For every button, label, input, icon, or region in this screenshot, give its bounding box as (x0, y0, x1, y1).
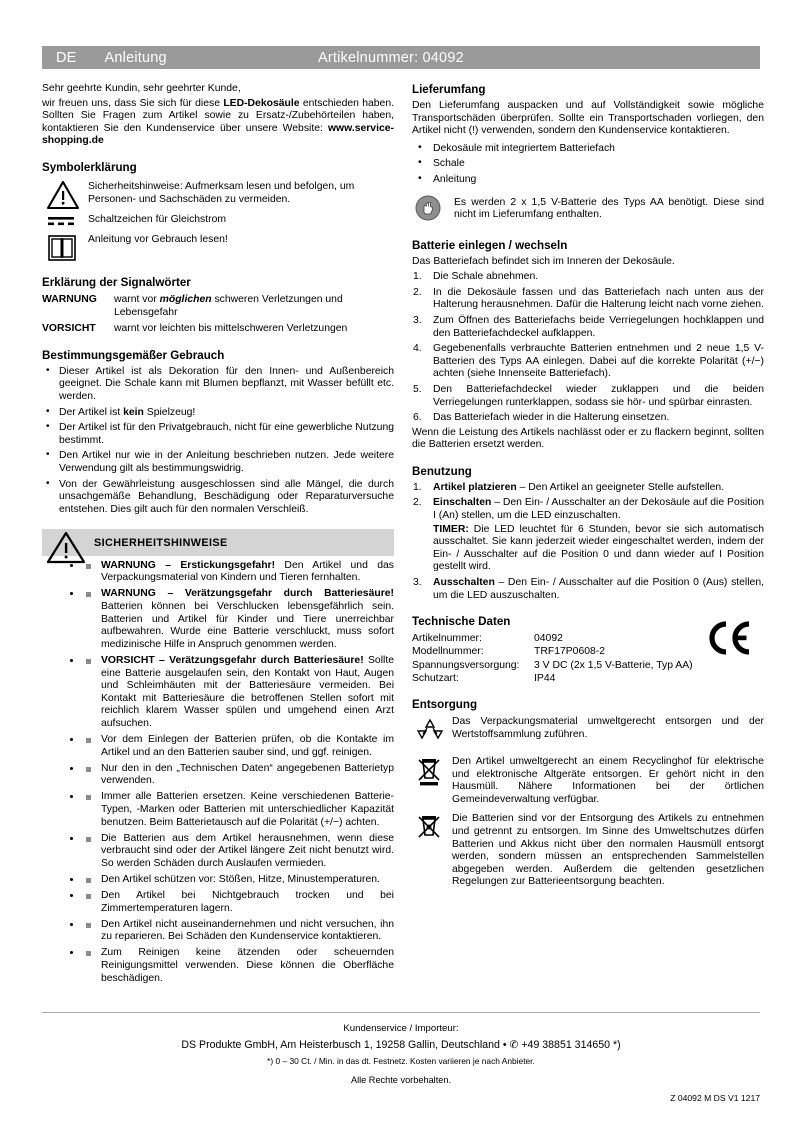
signal-word-row-vorsicht (42, 323, 394, 336)
intro-salutation: Sehr geehrte Kundin, sehr geehrter Kunde, (42, 83, 241, 94)
two-column-body (42, 83, 764, 1001)
symbol-text-dc: Schaltzeichen für Gleichstrom (88, 213, 227, 225)
technical-data-block (412, 615, 764, 685)
footer-document-code: Z 04092 M DS V1 1217 (670, 1093, 760, 1103)
usage-step-text: – Den Ein- / Ausschalter auf die Position 0 (Aus) stellen, um die LED auszuschalten. (433, 577, 764, 601)
table-row (412, 672, 764, 685)
phone-icon: ✆ (509, 1039, 519, 1051)
intro-text-b: entschieden haben. Sollten Sie Fragen zum Artikel sowie zu Ersatz-/Zubehörteilen haben, kontaktieren Sie den Kundenservice über unsere Website: (42, 97, 394, 134)
list-item: • Den Artikel nur wie in der Anleitung beschrieben nutzen. Jede weitere Verwendung gilt als bestimmungswidrig. (42, 450, 394, 475)
safety-item-text: Sollte eine Batterie ausgelaufen sein, den Kontakt von Haut, Augen und Schleimhäuten mit der Batteriesäure vermeiden. Bei Kontakt mit Batteriesäure die betroffenen Stellen sofort mit reichlich klarem Wasser spülen und umgehend einen Arzt aufsuchen. (101, 654, 394, 729)
usage-timer-label: TIMER: (433, 523, 469, 535)
list-item: • Dieser Artikel ist als Dekoration für den Innen- und Außenbereich geeignet. Die Schale kann mit Blumen bepflanzt, mit Wasser befüllt etc. werden. (42, 366, 394, 404)
signal-word-label-vorsicht: VORSICHT (42, 323, 96, 335)
sig-def-em: möglichen (159, 293, 212, 305)
tech-key: Spannungsversorgung: (412, 659, 520, 671)
battery-outro: Wenn die Leistung des Artikels nachlässt oder er zu flackern beginnt, sollten die Batterien ersetzt werden. (412, 426, 764, 451)
safety-item-bold: WARNUNG – Erstickungsgefahr! (101, 559, 276, 571)
list-item: • Immer alle Batterien ersetzen. Keine verschiedenen Batterie-Typen, -Marken oder Batterien mit unterschiedlicher Kapazität benutzen. Beim Batterietausch auf die Polarität (+/−) achten. (82, 791, 394, 829)
usage-step-text: – Den Ein- / Ausschalter an der Dekosäule auf die Position I (An) stellen, um die LED einzuschalten. (433, 497, 764, 522)
disposal-text-battery: Die Batterien sind vor der Entsorgung des Artikels zu entnehmen und getrennt zu entsorgen. Im Sinne des Umweltschutzes dürfen Batterien und Akkus nicht über den normalen Hausmüll entsorgt werden, sondern müssen an entsprechenden Sammelstellen abgegeben werden. Außerdem die geltenden gesetzlichen Regelungen zur Batterieentsorgung beachten. (452, 813, 764, 888)
disposal-text-weee: Den Artikel umweltgerecht an einem Recyclinghof für elektrische und elektronische Altgeräte entsorgen. Er gehört nicht in den Hausmüll. Nähere Informationen bei der örtlichen Gemeindeverwaltung verfügbar. (452, 756, 764, 805)
list-item (82, 588, 394, 651)
footer-phone-number: +49 38851 314650 *) (521, 1039, 621, 1051)
scope-heading: Lieferumfang (412, 83, 486, 96)
usage-steps-list (412, 482, 764, 602)
disposal-text-packaging: Das Verpackungsmaterial umweltgerecht entsorgen und der Wertstoffsammlung zuführen. (452, 716, 764, 740)
ce-mark-icon (706, 621, 752, 660)
symbol-row-warning (42, 180, 394, 210)
usage-step-bold: Ausschalten (433, 577, 495, 589)
battery-note-row (412, 195, 764, 226)
safety-notice-list (42, 560, 394, 985)
symbol-text-manual: Anleitung vor Gebrauch lesen! (88, 233, 228, 245)
safety-notice-banner (42, 529, 394, 556)
footer-service-label: Kundenservice / Importeur: (343, 1023, 459, 1034)
battery-heading: Batterie einlegen / wechseln (412, 238, 568, 252)
list-item: Gegebenenfalls verbrauchte Batterien entnehmen und 2 neue 1,5 V-Batterien des Typs AA einlegen. Dabei auf die korrekte Polarität (+/−) achten (siehe Innenseite Batteriefach). (433, 343, 764, 380)
list-item: Die Schale abnehmen. (433, 271, 539, 283)
footer-divider (42, 1012, 760, 1013)
safety-item-text: Batterien können bei Verschlucken lebensgefährlich sein. Batterien und Artikel für Kinder und Tiere unerreichbar aufbewahren. Wurde eine Batterie verschluckt, muss sofort medizinische Hilfe in Anspruch genommen werden. (101, 601, 394, 650)
recycling-loop-icon (412, 716, 452, 749)
usage-heading: Benutzung (412, 464, 472, 478)
usage-timer-text: Die LED leuchtet für 6 Stunden, bevor sie sich automatisch ausschaltet. Sie kann jederzeit wieder eingeschaltet werden, indem der Ein- / Ausschalter auf die Position 0 und dann wieder auf I Position gestellt wird. (433, 523, 764, 573)
battery-steps-list (412, 271, 764, 425)
list-item: • Schale (412, 158, 764, 171)
footer-rights-note: Alle Rechte vorbehalten. (350, 1075, 452, 1085)
safety-item-bold: VORSICHT – Verätzungsgefahr durch Batteriesäure! (101, 654, 364, 666)
footer-tariff-note: *) 0 – 30 Ct. / Min. in das dt. Festnetz. Kosten variieren je nach Anbieter. (267, 1056, 535, 1066)
list-item: • Vor dem Einlegen der Batterien prüfen, ob die Kontakte im Artikel und an den Batterien sauber sind, und ggf. reinigen. (82, 734, 394, 759)
footer-company-line (42, 1038, 760, 1053)
symbols-heading: Symbolerklärung (42, 160, 137, 174)
symbol-text-warning: Sicherheitshinweise: Aufmerksam lesen und befolgen, um Personen- und Sachschäden zu vermeiden. (88, 180, 355, 205)
list-item: • Den Artikel bei Nichtgebrauch trocken und bei Zimmertemperaturen lagern. (82, 890, 394, 915)
list-item: Das Batteriefach wieder in die Halterung einsetzen. (433, 412, 670, 424)
sig-def-a: warnt vor (114, 293, 160, 305)
signal-word-label-warnung: WARNUNG (42, 293, 97, 305)
intended-use-list (42, 366, 394, 517)
pointing-hand-icon (412, 195, 454, 226)
intended-use-heading: Bestimmungsgemäßer Gebrauch (42, 348, 225, 362)
page-footer (42, 1012, 760, 1103)
disposal-row-weee (412, 756, 764, 806)
list-item (82, 560, 394, 585)
usage-step-bold: Artikel platzieren (433, 481, 517, 493)
tech-value: 04092 (534, 633, 563, 645)
list-item (412, 497, 764, 574)
warning-triangle-icon (46, 531, 86, 570)
usage-step-text: – Den Artikel an geeigneter Stelle aufstellen. (516, 481, 725, 493)
list-item: • Zum Reinigen keine ätzenden oder scheuernden Reinigungsmittel verwenden. Diese können die Oberfläche beschädigen. (82, 947, 394, 985)
header-language-code: DE (56, 49, 77, 66)
sig-def-b: schweren Verletzungen und Lebensgefahr (114, 293, 343, 318)
list-item: • Anleitung (412, 174, 764, 187)
signal-words-heading: Erklärung der Signalwörter (42, 275, 191, 289)
battery-intro: Das Batteriefach befindet sich im Inneren der Dekosäule. (412, 255, 675, 267)
list-item: • Den Artikel nicht auseinandernehmen und nicht versuchen, ihn zu reparieren. Bei Schäden den Kundenservice kontaktieren. (82, 919, 394, 944)
usage-timer-note (433, 524, 764, 574)
disposal-heading: Entsorgung (412, 698, 478, 712)
left-column (42, 83, 394, 1001)
read-manual-icon (42, 233, 88, 263)
table-row (412, 659, 764, 672)
disposal-row-battery (412, 813, 764, 889)
signal-word-def-vorsicht: warnt vor leichten bis mittelschweren Verletzungen (114, 323, 348, 335)
iu-pre: Der Artikel ist (59, 406, 124, 418)
footer-company-address: DS Produkte GmbH, Am Heisterbusch 1, 19258 Gallin, Deutschland • (181, 1039, 510, 1051)
product-name: LED-Dekosäule (223, 97, 300, 109)
list-item: • Dekosäule mit integriertem Batteriefach (412, 143, 764, 156)
tech-value: TRF17P0608-2 (534, 646, 606, 658)
weee-crossed-bin-icon (412, 756, 452, 795)
tech-key: Schutzart: (412, 672, 459, 684)
symbol-row-dc (42, 213, 394, 230)
iu-post: Spielzeug! (143, 406, 196, 418)
safety-banner-label: SICHERHEITSHINWEISE (94, 536, 228, 549)
list-item: • Die Batterien aus dem Artikel herausnehmen, wenn diese verbraucht sind oder der Artikel längere Zeit nicht benutzt wird. So werden Schäden durch Auslaufen vermieden. (82, 833, 394, 871)
service-website: www.service-shopping.de (42, 122, 394, 147)
page-header-bar (42, 46, 760, 69)
list-item: • Der Artikel ist für den Privatgebrauch, nicht für eine gewerbliche Nutzung bestimmt. (42, 422, 394, 447)
tech-value: 3 V DC (2x 1,5 V-Batterie, Typ AA) (534, 659, 693, 671)
intro-paragraph (42, 98, 394, 148)
list-item: Den Batteriefachdeckel wieder zuklappen und die beiden Verriegelungen runterklappen, sodass sie hör- und spürbar einrasten. (433, 383, 764, 408)
tech-value: IP44 (534, 672, 556, 684)
list-item: • Den Artikel schützen vor: Stößen, Hitze, Minustemperaturen. (82, 874, 394, 887)
iu-bold: kein (123, 406, 144, 418)
list-item: Zum Öffnen des Batteriefachs beide Verriegelungen hochklappen und den Batteriefachdeckel aufklappen. (433, 314, 764, 339)
signal-word-row-warnung (42, 294, 394, 319)
symbol-row-manual (42, 233, 394, 263)
direct-current-icon (42, 213, 88, 230)
list-item (42, 407, 394, 420)
safety-item-bold: WARNUNG – Verätzungsgefahr durch Batteriesäure! (101, 588, 394, 600)
safety-item-text: Den Artikel und das Verpackungsmaterial von Kindern und Tieren fernhalten. (101, 559, 394, 584)
technical-heading: Technische Daten (412, 615, 511, 629)
list-item: • Nur den in den „Technischen Daten“ angegebenen Batterietyp verwenden. (82, 763, 394, 788)
list-item: In die Dekosäule fassen und das Batteriefach nach unten aus der Halterung herausnehmen. Dafür die Halterung leicht nach vorne ziehen. (433, 286, 764, 311)
signal-word-def-warnung (114, 294, 394, 319)
right-column (412, 83, 764, 1001)
battery-crossed-bin-icon (412, 813, 452, 852)
list-item (412, 577, 764, 602)
scope-list (412, 143, 764, 187)
battery-note-text: Es werden 2 x 1,5 V-Batterie des Typs AA benötigt. Diese sind nicht im Lieferumfang enthalten. (454, 196, 764, 221)
list-item (82, 655, 394, 731)
disposal-row-packaging (412, 716, 764, 749)
tech-key: Artikelnummer: (412, 633, 482, 645)
scope-paragraph: Den Lieferumfang auspacken und auf Vollständigkeit sowie mögliche Transportschäden überprüfen. Sollte ein Transportschaden vorliegen, den Artikel nicht (!) verwenden, sondern den Kundenservice kontaktieren. (412, 100, 764, 137)
list-item: • Von der Gewährleistung ausgeschlossen sind alle Mängel, die durch unsachgemäße Behandlung, Beschädigung oder Reparaturversuche entstehen. Dies gilt auch für den normalen Verschleiß. (42, 479, 394, 517)
list-item (412, 482, 764, 495)
warning-triangle-icon (42, 180, 88, 210)
header-article-number: Artikelnummer: 04092 (318, 49, 464, 66)
header-document-type: Anleitung (104, 49, 167, 66)
tech-key: Modellnummer: (412, 646, 484, 658)
usage-step-bold: Einschalten (433, 497, 492, 509)
intro-text-a: wir freuen uns, dass Sie sich für diese (42, 97, 224, 109)
